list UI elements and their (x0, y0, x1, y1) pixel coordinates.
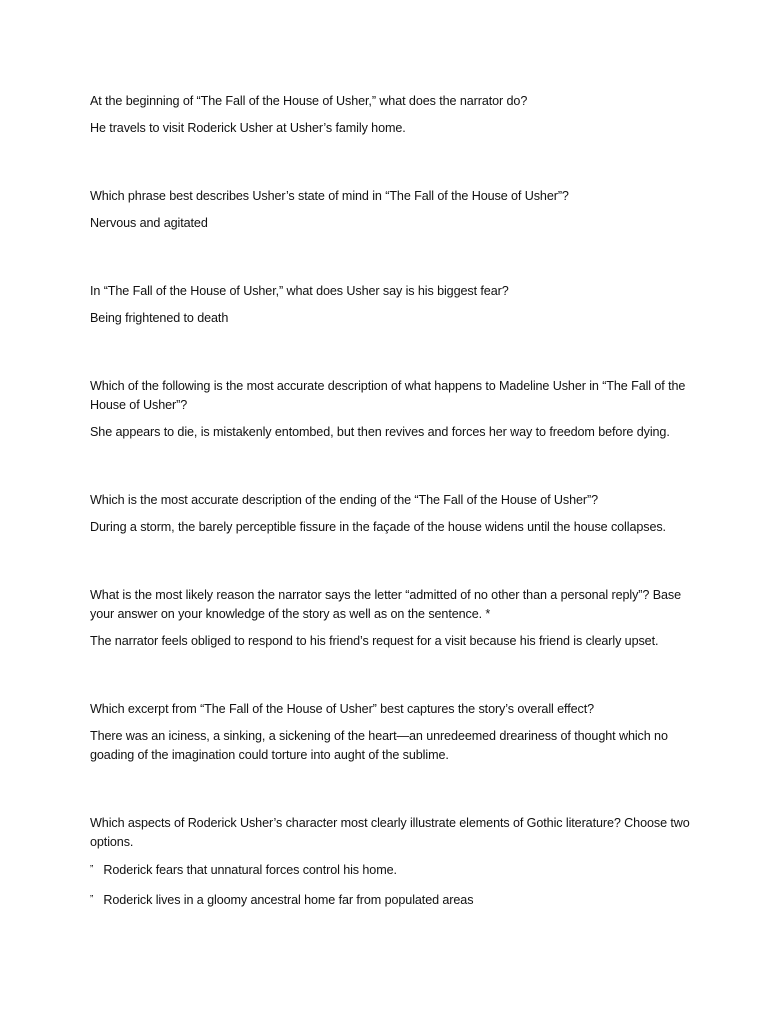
question-text: Which aspects of Roderick Usher’s character most clearly illustrate elements of Gothic literature? Choose two options. (90, 816, 690, 849)
question-text: Which excerpt from “The Fall of the House of Usher” best captures the story’s overall effect? (90, 702, 595, 716)
answer-option-text: Roderick lives in a gloomy ancestral home far from populated areas (103, 893, 474, 907)
spacer (90, 537, 690, 586)
question-text: Which phrase best describes Usher’s state of mind in “The Fall of the House of Usher”? (90, 189, 569, 203)
option-mark: ” (90, 894, 94, 905)
spacer (90, 651, 690, 700)
spacer (90, 138, 690, 187)
qa-item-7 (90, 700, 690, 765)
qa-item-5 (90, 491, 690, 537)
qa-item-2 (90, 187, 690, 233)
qa-item-6 (90, 586, 690, 651)
question-text: What is the most likely reason the narrator says the letter “admitted of no other than a personal reply”? Base your answer on your knowledge of the story as well as on the sentence. * (90, 588, 682, 621)
question-text: In “The Fall of the House of Usher,” what does Usher say is his biggest fear? (90, 284, 509, 298)
question-text: At the beginning of “The Fall of the House of Usher,” what does the narrator do? (90, 94, 528, 108)
qa-item-4 (90, 377, 690, 442)
question-text: Which is the most accurate description of the ending of the “The Fall of the House of Usher”? (90, 493, 599, 507)
answer-option (90, 860, 690, 880)
answer-text: There was an iciness, a sinking, a sickening of the heart—an unredeemed dreariness of thought which no goading of the imagination could torture into aught of the sublime. (90, 729, 668, 762)
answer-text: The narrator feels obliged to respond to his friend’s request for a visit because his friend is clearly upset. (90, 634, 659, 648)
answer-text: Nervous and agitated (90, 216, 208, 230)
qa-item-3 (90, 282, 690, 328)
question-text: Which of the following is the most accurate description of what happens to Madeline Usher in “The Fall of the House of Usher”? (90, 379, 686, 412)
answer-text: She appears to die, is mistakenly entombed, but then revives and forces her way to freedom before dying. (90, 425, 670, 439)
spacer (90, 442, 690, 491)
answer-text: He travels to visit Roderick Usher at Usher’s family home. (90, 121, 406, 135)
option-mark: ” (90, 864, 94, 875)
answer-options (90, 860, 690, 910)
answer-option-text: Roderick fears that unnatural forces control his home. (103, 863, 397, 877)
spacer (90, 765, 690, 814)
spacer (90, 328, 690, 377)
qa-item-8 (90, 814, 690, 910)
answer-text: During a storm, the barely perceptible fissure in the façade of the house widens until the house collapses. (90, 520, 666, 534)
document-page (90, 92, 690, 910)
answer-option (90, 890, 690, 910)
answer-text: Being frightened to death (90, 311, 229, 325)
spacer (90, 233, 690, 282)
qa-item-1 (90, 92, 690, 138)
